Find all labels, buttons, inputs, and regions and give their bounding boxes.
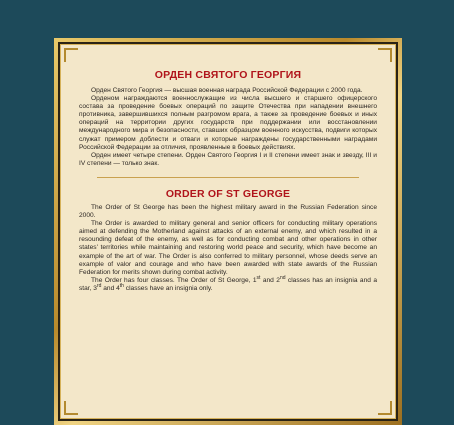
ordinal-suffix: st [256,274,261,281]
russian-paragraph: Орден Святого Георгия — высшая военная награда Российской Федерации с 2000 года. [91,87,363,94]
english-section [79,188,377,293]
classes-text: classes have an insignia only. [123,284,213,292]
ornate-frame [54,38,402,425]
english-paragraph: The Order of St George has been the highest military award in the Russian Federation since 2000. [79,203,377,220]
ordinal-suffix: rd [96,282,102,289]
ordinal-suffix: th [119,282,124,289]
ordinal-suffix: nd [279,274,286,281]
english-paragraph: The Order is awarded to military general and senior officers for conducting military operations aimed at defending the Motherland against attacks of an external enemy, and which resulted in a resounding defeat of the enemy, as well as for conducting combat and other operations in other states' territories while maintaining and restoring world peace and security, which have become an example of the art of war. The Order is also conferred to military personnel, whose deeds serve an example of valor and courage and who have been awarded with state awards of the Russian Federation for merits shown during combat activity. [79,220,377,276]
classes-text: and 2 [260,276,280,284]
text-panel [61,45,395,418]
russian-section [79,69,377,168]
corner-ornament-icon [64,401,78,415]
section-divider [97,177,359,178]
russian-title: ОРДЕН СВЯТОГО ГЕОРГИЯ [154,69,302,81]
russian-paragraph: Орден имеет четыре степени. Орден Святого Георгия I и II степени имеет знак и звезду, III и IV степени — только знак. [79,151,377,167]
russian-paragraph: Орденом награждаются военнослужащие из числа высшего и старшего офицерского состава за проведение боевых операций по защите Отечества при нападении внешнего противника, завершившихся полным разгромом врага, а также за проведение боевых и иных операций на территории других государств при поддержании или восстановлении международного мира и безопасности, ставших образцом военного искусства, подвиги которых служат примером доблести и отваги и которые награждены государственными наградами Российской Федерации за отличия, проявленные в боевых действиях. [79,95,377,151]
english-title: ORDER OF ST GEORGE [165,187,291,200]
classes-text: The Order has four classes. The Order of St George, 1 [91,276,257,284]
corner-ornament-icon [378,48,392,62]
corner-ornament-icon [378,401,392,415]
english-paragraph-classes [79,274,377,293]
corner-ornament-icon [64,48,78,62]
frame-dark-band [58,42,398,421]
frame-gold-band [60,44,396,419]
classes-text: and 4 [101,284,120,292]
classes-text: classes has an insignia and a star, 3 [79,276,377,292]
